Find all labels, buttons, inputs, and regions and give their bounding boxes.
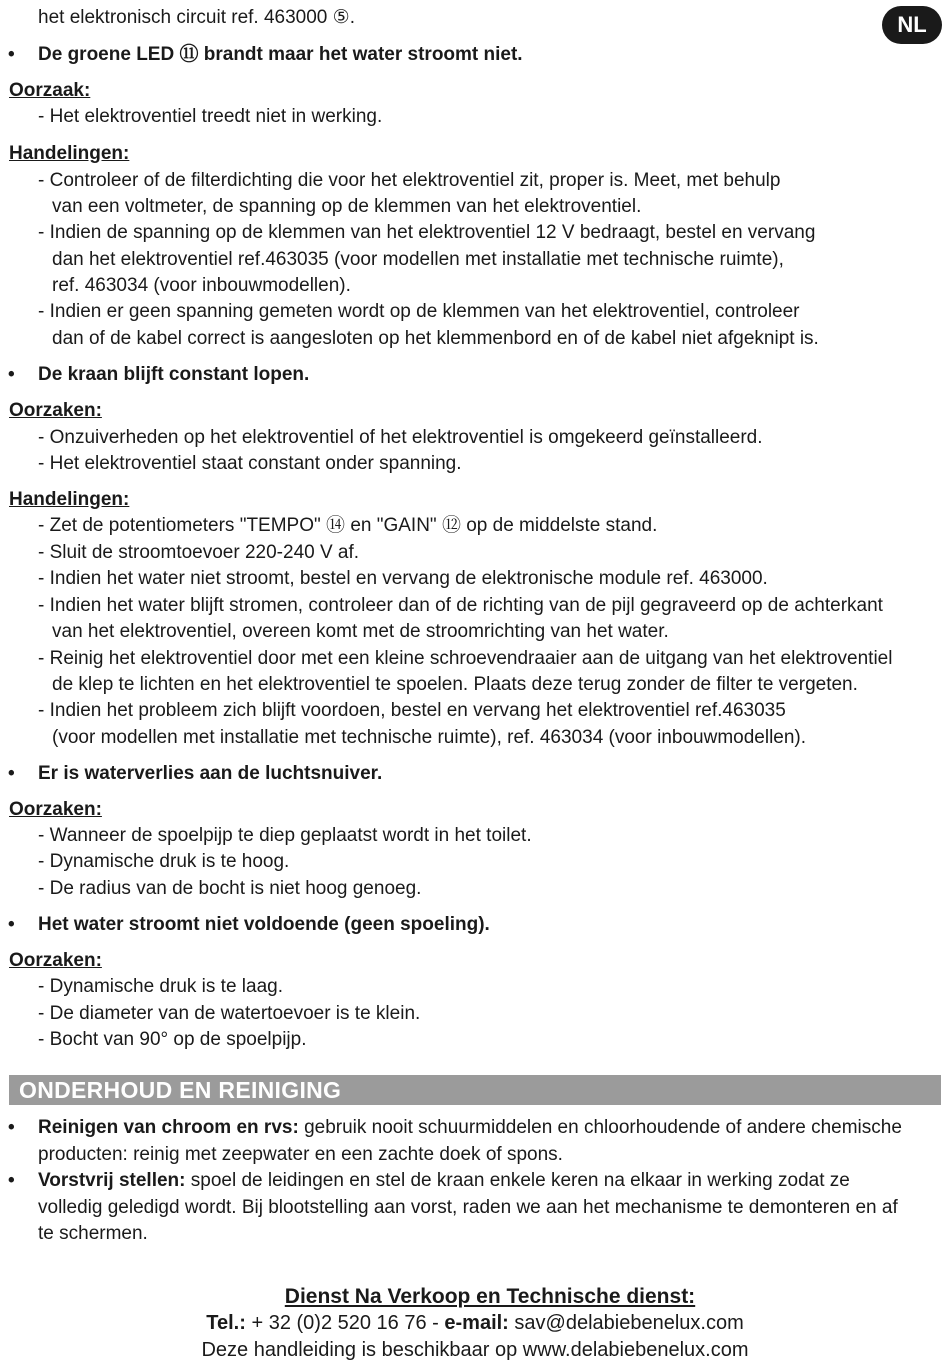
- bullet-icon: •: [8, 914, 15, 935]
- cause-label: Oorzaak:: [9, 80, 91, 101]
- cause-item: - Het elektroventiel treedt niet in werking.: [38, 106, 383, 127]
- maintenance-frost-title: Vorstvrij stellen:: [38, 1170, 186, 1191]
- footer-manual-link[interactable]: Deze handleiding is beschikbaar op www.delabiebenelux.com: [201, 1339, 749, 1361]
- cause-item: - Bocht van 90° op de spoelpijp.: [38, 1029, 307, 1050]
- cause-item: - Onzuiverheden op het elektroventiel of het elektroventiel is omgekeerd geïnstalleerd.: [38, 427, 763, 448]
- actions-label: Handelingen:: [9, 489, 130, 510]
- bullet-icon: •: [8, 1117, 15, 1138]
- maintenance-cleaning-title: Reinigen van chroom en rvs:: [38, 1117, 299, 1138]
- actions-label: Handelingen:: [9, 143, 130, 164]
- action-item-cont: van het elektroventiel, overeen komt met de stroomrichting van het water.: [52, 621, 669, 642]
- action-item-cont: de klep te lichten en het elektroventiel te spoelen. Plaats deze terug zonder de filter te vergeten.: [52, 674, 858, 695]
- issue-heading-insufficient-flow: Het water stroomt niet voldoende (geen spoeling).: [38, 914, 490, 935]
- bullet-icon: •: [8, 1170, 15, 1191]
- action-item-cont: ref. 463034 (voor inbouwmodellen).: [52, 275, 351, 296]
- footer-tel: + 32 (0)2 520 16 76 -: [245, 1312, 445, 1334]
- cause-item: - De radius van de bocht is niet hoog genoeg.: [38, 878, 422, 899]
- bullet-icon: •: [8, 44, 15, 65]
- issue-heading-water-loss: Er is waterverlies aan de luchtsnuiver.: [38, 763, 383, 784]
- cause-item: - Wanneer de spoelpijp te diep geplaatst wordt in het toilet.: [38, 825, 532, 846]
- causes-label: Oorzaken:: [9, 400, 102, 421]
- action-item: - Indien de spanning op de klemmen van het elektroventiel 12 V bedraagt, bestel en vervang: [38, 222, 816, 243]
- action-item-cont: (voor modellen met installatie met technische ruimte), ref. 463034 (voor inbouwmodellen).: [52, 727, 807, 748]
- action-item: - Controleer of de filterdichting die voor het elektroventiel zit, proper is. Meet, met behulp: [38, 170, 781, 191]
- maintenance-frost-text: spoel de leidingen en stel de kraan enkele keren na elkaar in werking zodat ze volledig geledigd wordt. Bij blootstelling aan vorst, raden we aan het mechanisme te demonteren en af te schermen.: [38, 1170, 898, 1244]
- maintenance-cleaning-text: gebruik nooit schuurmiddelen en chloorhoudende of andere chemische producten: reinig met zeepwater en een zachte doek of spons.: [38, 1117, 902, 1165]
- action-item: - Indien het water blijft stromen, controleer dan of de richting van de pijl gegraveerd op de achterkant: [38, 595, 883, 616]
- bullet-icon: •: [8, 364, 15, 385]
- causes-label: Oorzaken:: [9, 950, 102, 971]
- action-item-cont: dan of de kabel correct is aangesloten op het klemmenbord en of de kabel niet afgeknipt is.: [52, 328, 819, 349]
- footer-title: Dienst Na Verkoop en Technische dienst:: [284, 1285, 696, 1308]
- action-item-cont: dan het elektroventiel ref.463035 (voor modellen met installatie met technische ruimte),: [52, 249, 784, 270]
- intro-line: het elektronisch circuit ref. 463000 ⑤.: [38, 7, 355, 28]
- action-item: - Indien het probleem zich blijft voordoen, bestel en vervang het elektroventiel ref.463035: [38, 700, 786, 721]
- maintenance-cleaning: [38, 1115, 918, 1168]
- issue-heading-constant-flow: De kraan blijft constant lopen.: [38, 364, 310, 385]
- issue-heading-led: De groene LED ⑪ brandt maar het water stroomt niet.: [38, 44, 523, 65]
- cause-item: - Het elektroventiel staat constant onder spanning.: [38, 453, 462, 474]
- section-heading-maintenance: ONDERHOUD EN REINIGING: [9, 1075, 941, 1105]
- maintenance-frost: [38, 1168, 898, 1248]
- action-item: - Sluit de stroomtoevoer 220-240 V af.: [38, 542, 360, 563]
- bullet-icon: •: [8, 763, 15, 784]
- footer-contact: [0, 1310, 950, 1337]
- footer-email[interactable]: sav@delabiebenelux.com: [508, 1312, 744, 1334]
- cause-item: - Dynamische druk is te hoog.: [38, 851, 290, 872]
- language-badge: NL: [882, 6, 942, 44]
- footer-email-label: e-mail:: [444, 1312, 509, 1334]
- action-item: - Zet de potentiometers "TEMPO" ⑭ en "GAIN" ⑫ op de middelste stand.: [38, 515, 658, 536]
- cause-item: - De diameter van de watertoevoer is te klein.: [38, 1003, 421, 1024]
- action-item: - Indien het water niet stroomt, bestel en vervang de elektronische module ref. 463000.: [38, 568, 768, 589]
- footer-tel-label: Tel.:: [206, 1312, 246, 1334]
- action-item: - Indien er geen spanning gemeten wordt op de klemmen van het elektroventiel, controleer: [38, 301, 800, 322]
- action-item-cont: van een voltmeter, de spanning op de klemmen van het elektroventiel.: [52, 196, 642, 217]
- cause-item: - Dynamische druk is te laag.: [38, 976, 283, 997]
- action-item: - Reinig het elektroventiel door met een kleine schroevendraaier aan de uitgang van het elektroventiel: [38, 648, 893, 669]
- causes-label: Oorzaken:: [9, 799, 102, 820]
